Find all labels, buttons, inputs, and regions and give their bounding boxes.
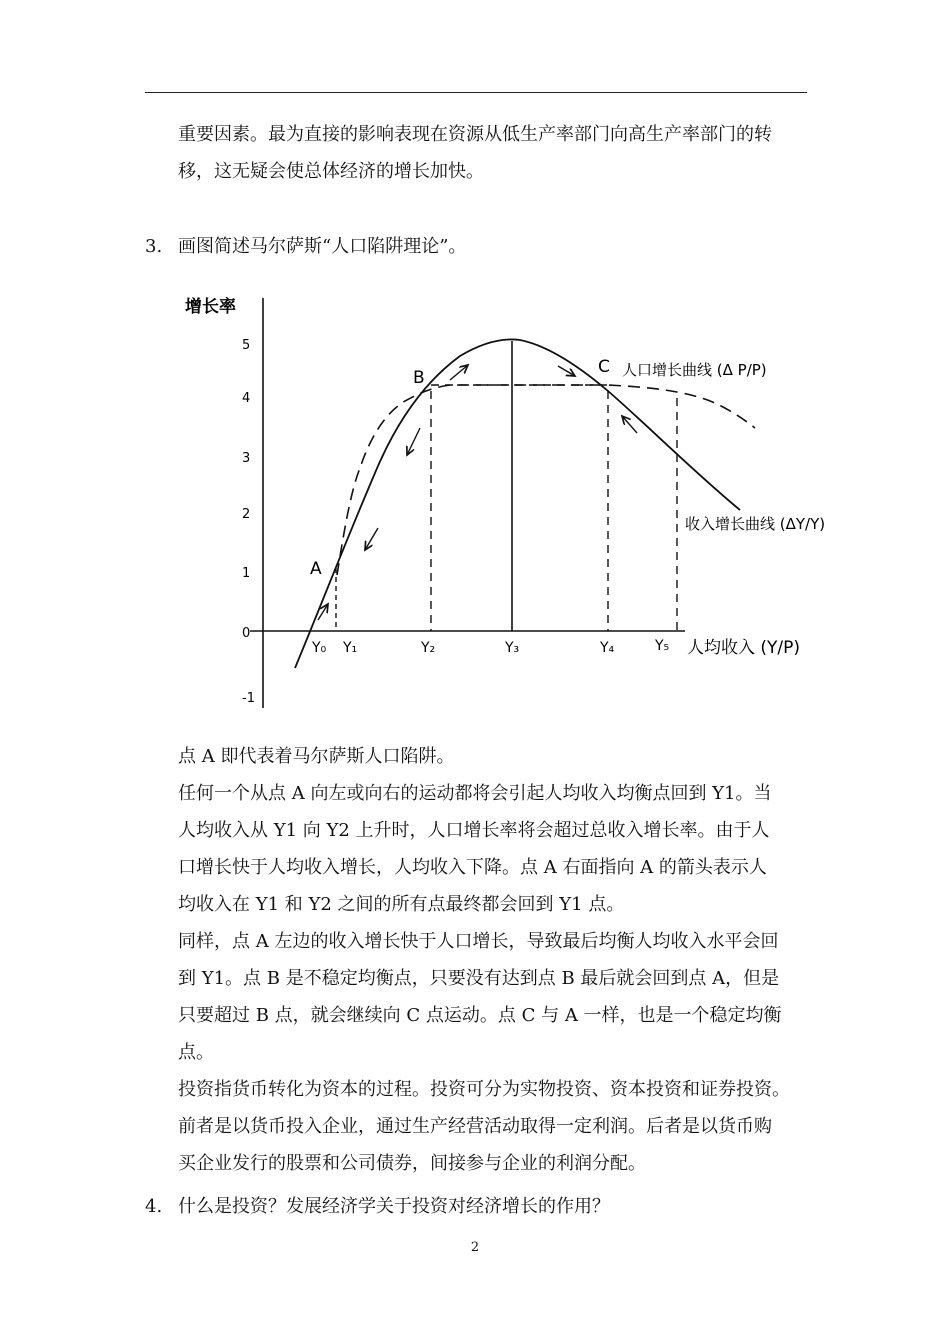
x-tick-label: Y₂ xyxy=(421,640,436,656)
explanation-line: 到 Y1。点 B 是不稳定均衡点，只要没有达到点 B 最后就会回到点 A，但是 xyxy=(178,968,780,989)
explanation-line: 人均收入从 Y1 向 Y2 上升时，人口增长率将会超过总收入增长率。由于人 xyxy=(178,820,770,841)
population-trap-chart xyxy=(185,288,895,718)
explanation-line: 任何一个从点 A 向左或向右的运动都将会引起人均收入均衡点回到 Y1。当 xyxy=(178,783,772,804)
income-curve-label: 收入增长曲线 (ΔY/Y) xyxy=(685,515,826,533)
question-4-text: 什么是投资？发展经济学关于投资对经济增长的作用？ xyxy=(178,1196,610,1217)
question-3-number: 3. xyxy=(145,236,163,257)
y-tick-label: -1 xyxy=(242,691,255,706)
explanation-line: 口增长快于人均收入增长，人均收入下降。点 A 右面指向 A 的箭头表示人 xyxy=(178,857,767,878)
population-curve-label: 人口增长曲线 (Δ P/P) xyxy=(622,361,767,379)
intro-paragraph xyxy=(178,116,818,190)
y-tick-label: 3 xyxy=(242,451,251,466)
y-ticks xyxy=(242,338,255,706)
explanation-line: 只要超过 B 点，就会继续向 C 点运动。点 C 与 A 一样，也是一个稳定均衡 xyxy=(178,1005,782,1026)
explanation-line: 点 A 即代表着马尔萨斯人口陷阱。 xyxy=(178,746,455,767)
arrow-down-to-a xyxy=(365,528,378,550)
explanation-line: 均收入在 Y1 和 Y2 之间的所有点最终都会回到 Y1 点。 xyxy=(178,894,625,915)
arrow-down-from-b xyxy=(407,428,420,455)
explanation-line: 点。 xyxy=(178,1042,214,1063)
question-3 xyxy=(145,228,466,265)
question-3-text: 画图简述马尔萨斯“人口陷阱理论”。 xyxy=(178,236,467,257)
income-growth-curve xyxy=(295,339,740,668)
page-number: 2 xyxy=(470,1240,480,1255)
explanation-line: 买企业发行的股票和公司债券，间接参与企业的利润分配。 xyxy=(178,1153,646,1174)
intro-line: 移，这无疑会使总体经济的增长加快。 xyxy=(178,161,484,182)
question-4-number: 4. xyxy=(145,1196,163,1217)
arrow-up-from-b xyxy=(450,365,468,380)
x-tick-label: Y₃ xyxy=(505,640,520,656)
y-tick-label: 4 xyxy=(242,391,251,406)
explanation-paragraph xyxy=(178,738,818,1182)
x-tick-label: Y₄ xyxy=(600,640,615,656)
y-tick-label: 5 xyxy=(242,338,251,353)
y-tick-label: 1 xyxy=(242,566,251,581)
y-tick-label: 0 xyxy=(242,626,251,641)
population-growth-curve xyxy=(337,385,755,575)
point-c-label: C xyxy=(598,357,610,377)
x-tick-label: Y₀ xyxy=(312,640,327,656)
x-tick-label: Y₅ xyxy=(655,638,670,654)
point-b-label: B xyxy=(413,368,425,388)
intro-line: 重要因素。最为直接的影响表现在资源从低生产率部门向高生产率部门的转 xyxy=(178,124,772,145)
x-ticks xyxy=(311,638,669,656)
x-axis-label: 人均收入 (Y/P) xyxy=(687,638,801,658)
x-tick-label: Y₁ xyxy=(343,640,358,656)
arrow-to-c-right xyxy=(622,416,637,433)
explanation-line: 前者是以货币投入企业，通过生产经营活动取得一定利润。后者是以货币购 xyxy=(178,1116,772,1137)
question-4 xyxy=(145,1188,610,1225)
y-axis-label: 增长率 xyxy=(185,297,236,317)
arrow-to-c-left xyxy=(558,366,575,376)
point-a-label: A xyxy=(310,559,322,579)
explanation-line: 投资指货币转化为资本的过程。投资可分为实物投资、资本投资和证券投资。 xyxy=(178,1079,790,1100)
y-tick-label: 2 xyxy=(242,507,251,522)
explanation-line: 同样，点 A 左边的收入增长快于人口增长，导致最后均衡人均收入水平会回 xyxy=(178,931,779,952)
header-rule xyxy=(145,92,807,93)
